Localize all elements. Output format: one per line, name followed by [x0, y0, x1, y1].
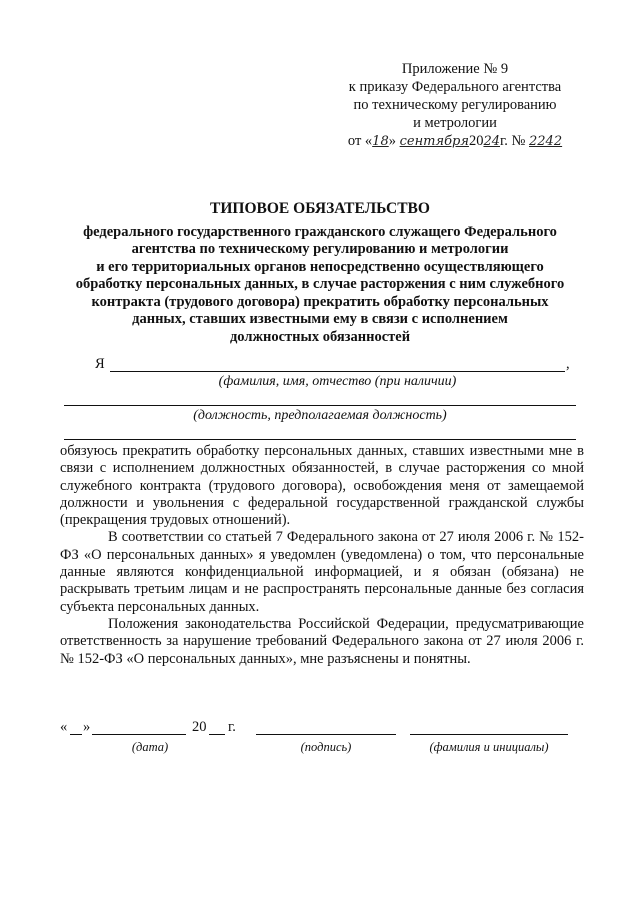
appendix-block [330, 60, 580, 151]
title-sub-line: данных, ставших известными ему в связи с исполнением [132, 311, 508, 327]
title-sub-line: и его территориальных органов непосредственно осуществляющего [96, 258, 544, 275]
sign-date-quote-open: « [60, 719, 68, 735]
appendix-date-line [330, 132, 580, 151]
paragraph-3: Положения законодательства Российской Федерации, предусматривающие ответственность за нарушение требований Федерального закона от 27 июля 2006 г. № 152-ФЗ «О персональных данных», мне разъяснены и понятны. [60, 615, 584, 667]
position-field-line-2[interactable] [64, 439, 576, 440]
fullname-caption: (фамилия и инициалы) [429, 740, 549, 754]
appendix-number: Приложение № 9 [401, 61, 509, 77]
sign-month-line[interactable] [92, 734, 186, 735]
date-day: 18 [372, 134, 389, 149]
body-text [60, 443, 584, 668]
position-field-line[interactable] [64, 405, 576, 406]
i-label: Я [95, 356, 105, 372]
name-caption: (фамилия, имя, отчество (при наличии) [218, 374, 457, 389]
appendix-order-ref-3: и метрологии [413, 115, 497, 131]
sign-year-line[interactable] [209, 734, 225, 735]
title-sub-line: федерального государственного гражданского служащего Федерального [83, 223, 557, 240]
appendix-order-ref: к приказу Федерального агентства [348, 79, 562, 95]
date-suffix: г. № [499, 133, 526, 149]
title-sub-line: должностных обязанностей [229, 328, 411, 345]
title-sub-line: обработку персональных данных, в случае расторжения с ним служебного [75, 276, 565, 292]
date-mid: » [388, 133, 396, 149]
sign-date-quote-close: » [83, 719, 91, 735]
paragraph-1: обязуюсь прекратить обработку персональных данных, ставших известными мне в связи с исполнением должностных обязанностей, в случае расторжения со мной служебного контракта (трудового договора), освобождения меня от замещаемой должности и увольнения с федеральной государственной гражданской службы (прекращения трудовых отношений). [60, 443, 584, 529]
sign-year-suffix: г. [228, 719, 236, 735]
document-title [40, 200, 600, 346]
appendix-order-ref-2: по техническому регулированию [353, 97, 557, 113]
date-year: 24 [483, 134, 500, 149]
name-comma: , [566, 356, 570, 372]
sign-day-line[interactable] [70, 734, 82, 735]
paragraph-2: В соответствии со статьей 7 Федерального закона от 27 июля 2006 г. № 152-ФЗ «О персональных данных» я уведомлен (уведомлена) о том, что персональные данные являются конфиденциальной информацией, и я обязан (обязана) не раскрывать третьим лицам и не распространять персональные данные без согласия субъекта персональных данных. [60, 529, 584, 615]
name-field-line[interactable] [110, 371, 565, 372]
position-caption: (должность, предполагаемая должность) [193, 408, 447, 423]
title-sub-line: контракта (трудового договора) прекратить обработку персональных [91, 293, 549, 310]
date-year-prefix: 20 [468, 133, 484, 149]
signature-caption: (подпись) [300, 740, 352, 754]
date-month: сентября [399, 134, 469, 149]
order-number: 2242 [529, 134, 563, 149]
title-main: ТИПОВОЕ ОБЯЗАТЕЛЬСТВО [210, 200, 430, 217]
date-caption: (дата) [131, 740, 169, 754]
signature-line[interactable] [256, 734, 396, 735]
sign-year-prefix: 20 [192, 719, 207, 735]
title-sub-line: агентства по техническому регулированию и метрологии [131, 241, 509, 257]
fullname-line[interactable] [410, 734, 568, 735]
date-prefix: от « [347, 133, 373, 149]
